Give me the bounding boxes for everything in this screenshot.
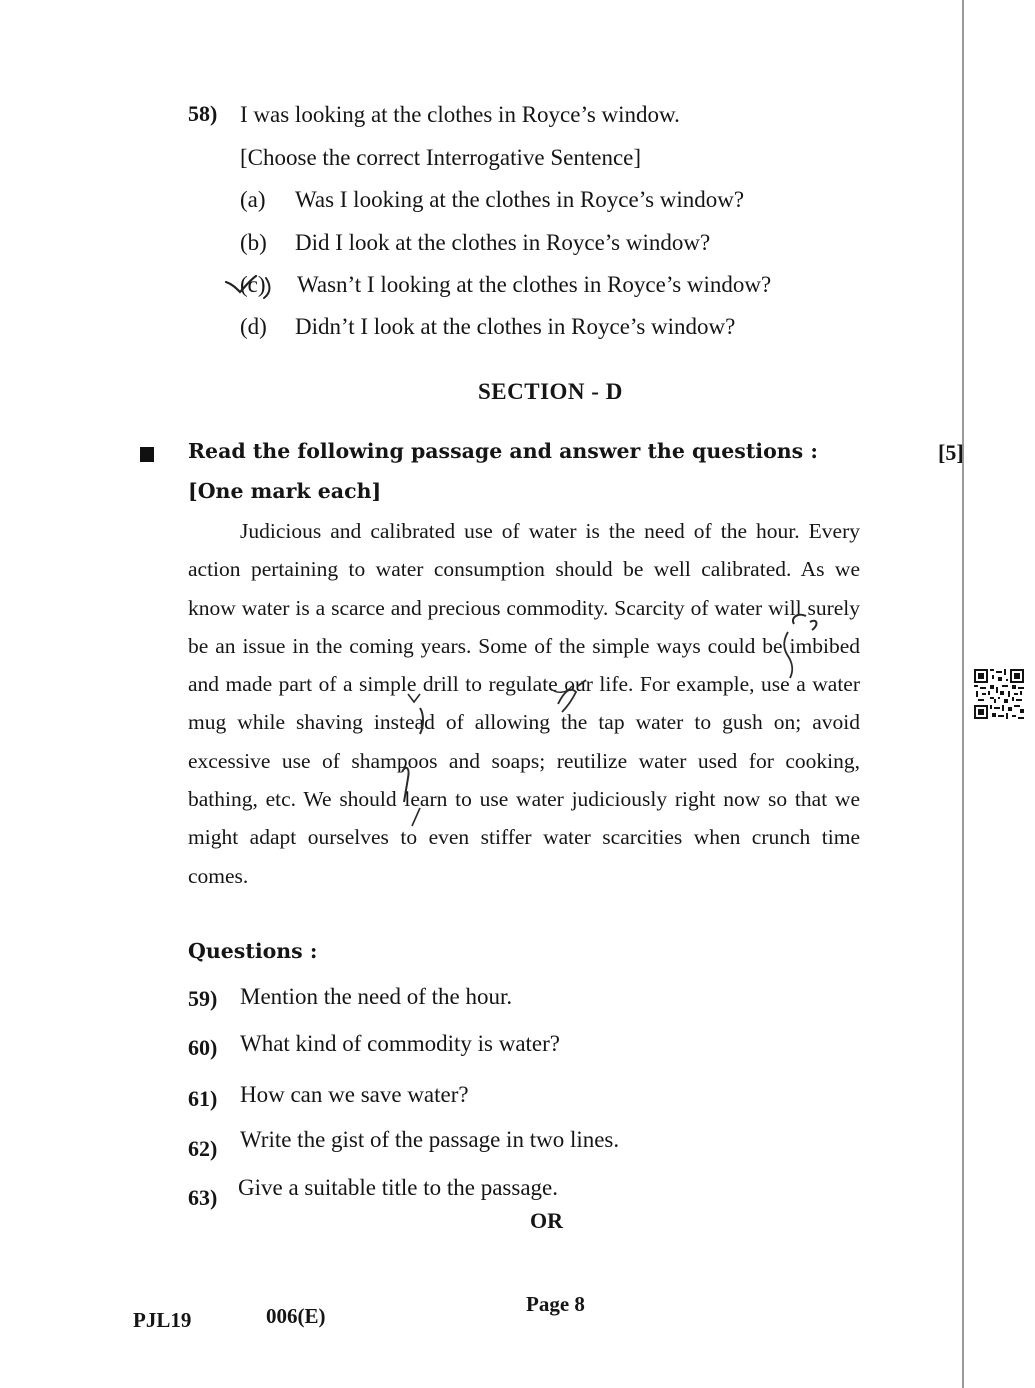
or-label: OR bbox=[530, 1208, 563, 1233]
q61-number: 61) bbox=[188, 1086, 218, 1111]
q63-text: Give a suitable title to the passage. bbox=[238, 1175, 558, 1200]
page-edge-line bbox=[962, 0, 964, 1388]
q60-number: 60) bbox=[188, 1035, 218, 1060]
q58-number: 58) bbox=[188, 101, 218, 126]
q58-option-a-label: (a) bbox=[240, 187, 266, 212]
q59-number: 59) bbox=[188, 986, 218, 1011]
bullet-square-icon bbox=[140, 447, 154, 462]
passage-instruction: Read the following passage and answer the questions : bbox=[188, 439, 818, 463]
q59-text: Mention the need of the hour. bbox=[240, 984, 513, 1009]
passage-marks: [5] bbox=[938, 440, 964, 465]
q62-number: 62) bbox=[188, 1136, 218, 1161]
q58-option-b-label: (b) bbox=[240, 230, 267, 255]
q63-number: 63) bbox=[188, 1185, 218, 1210]
q58-option-a-text: Was I looking at the clothes in Royce’s window? bbox=[295, 187, 745, 212]
q58-option-d-label: (d) bbox=[240, 314, 267, 339]
q58-text: I was looking at the clothes in Royce’s window. bbox=[240, 102, 680, 127]
q58-option-c-label: (c) bbox=[240, 272, 266, 297]
footer-page: Page 8 bbox=[526, 1292, 585, 1316]
footer-paper: 006(E) bbox=[266, 1304, 326, 1328]
section-title: SECTION - D bbox=[478, 379, 623, 404]
questions-label: Questions : bbox=[188, 939, 318, 963]
footer-code: PJL19 bbox=[133, 1308, 192, 1332]
q58-option-c-text: Wasn’t I looking at the clothes in Royce’s window? bbox=[297, 272, 772, 297]
qr-code-icon bbox=[974, 669, 1024, 719]
q58-option-b-text: Did I look at the clothes in Royce’s window? bbox=[295, 230, 711, 255]
passage-text: Judicious and calibrated use of water is the need of the hour. Every action pertaining to water consumption should be well calibrated. As we know water is a scarce and precious commodity. Scarcity of water will surely be an issue in the coming years. Some of the simple ways could be imbibed and made part of a simple drill to regulate our life. For example, use a water mug while shaving instead of allowing the tap water to gush on; avoid excessive use of shampoos and soaps; reutilize water used for cooking, bathing, etc. We should learn to use water judiciously right now so that we might adapt ourselves to even stiffer water scarcities when crunch time comes. bbox=[188, 519, 860, 888]
passage-marks-note: [One mark each] bbox=[188, 479, 382, 503]
q58-option-d-text: Didn’t I look at the clothes in Royce’s window? bbox=[295, 314, 736, 339]
q60-text: What kind of commodity is water? bbox=[240, 1031, 561, 1056]
q62-text: Write the gist of the passage in two lines. bbox=[240, 1127, 620, 1152]
q61-text: How can we save water? bbox=[240, 1082, 469, 1107]
q58-instruction: [Choose the correct Interrogative Sentence] bbox=[240, 145, 642, 170]
